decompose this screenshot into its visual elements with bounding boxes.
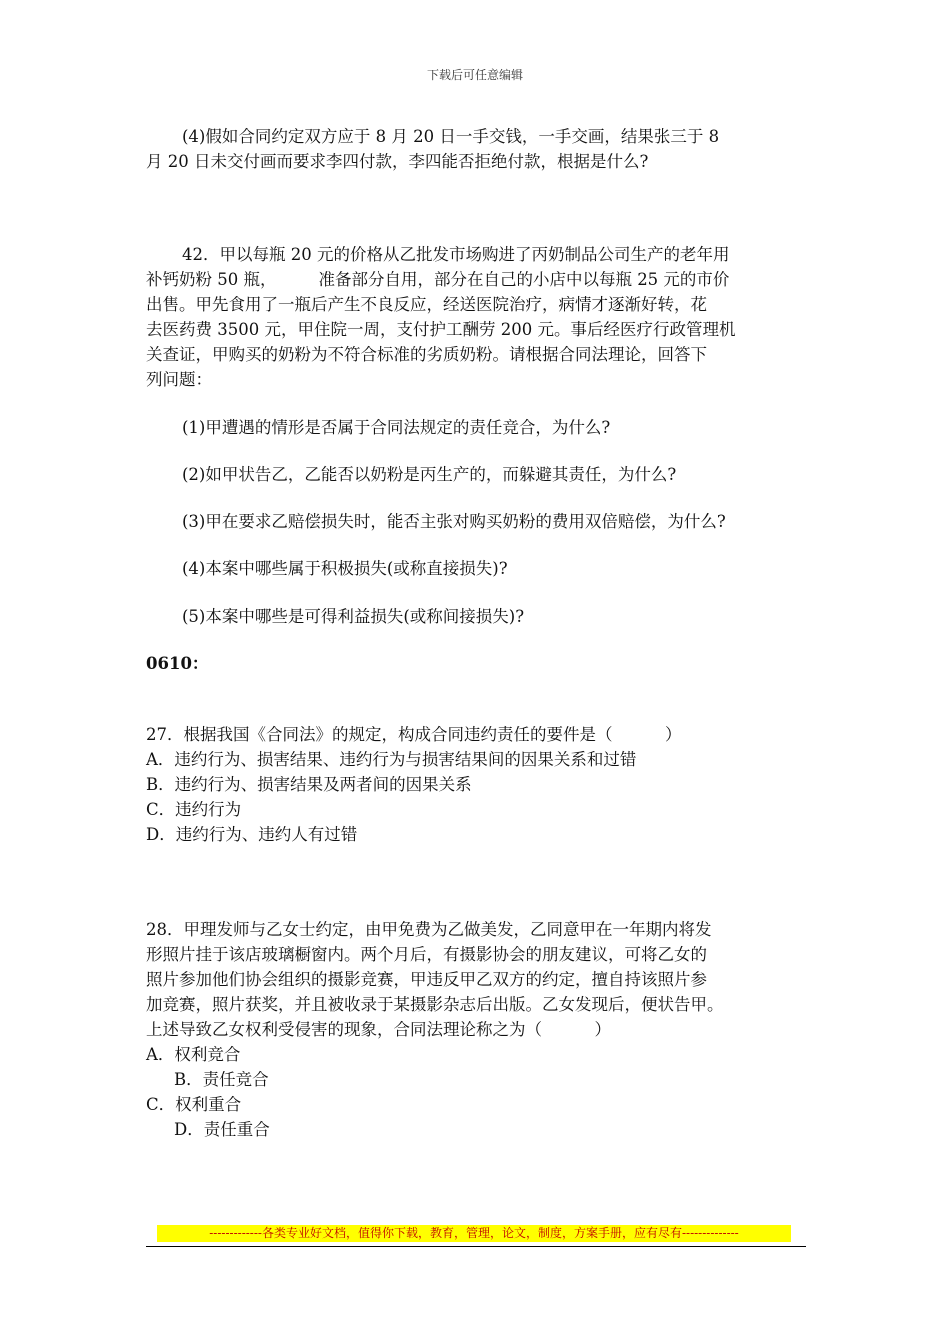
q42-sub-question: (4)本案中哪些属于积极损失(或称直接损失)? bbox=[182, 559, 508, 578]
q41-sub4-line1: (4)假如合同约定双方应于 8 月 20 日一手交钱，一手交画，结果张三于 8 bbox=[182, 127, 720, 146]
q27-option-b: B．违约行为、损害结果及两者间的因果关系 bbox=[146, 775, 472, 794]
q27-option-c: C．违约行为 bbox=[146, 800, 242, 819]
q42-stem-line: 补钙奶粉 50 瓶， 准备部分自用，部分在自己的小店中以每瓶 25 元的市价 bbox=[146, 270, 730, 289]
q42-stem-line: 列问题： bbox=[146, 370, 212, 389]
q28-stem-line: 28．甲理发师与乙女士约定，由甲免费为乙做美发，乙同意甲在一年期内将发 bbox=[146, 920, 712, 939]
q27-stem: 27．根据我国《合同法》的规定，构成合同违约责任的要件是（ ） bbox=[146, 725, 682, 744]
footer-banner: -------------各类专业好文档，值得你下载，教育，管理，论文，制度，方案手册，应有尽有-------------- bbox=[157, 1225, 791, 1242]
q42-sub-question: (5)本案中哪些是可得利益损失(或称间接损失)? bbox=[182, 607, 525, 626]
q42-sub-question: (2)如甲状告乙，乙能否以奶粉是丙生产的，而躲避其责任，为什么? bbox=[182, 465, 677, 484]
footer-divider bbox=[146, 1246, 806, 1247]
q28-option-b: B．责任竞合 bbox=[174, 1070, 269, 1089]
q28-option-c: C．权利重合 bbox=[146, 1095, 242, 1114]
q28-option-d: D．责任重合 bbox=[174, 1120, 270, 1139]
q28-stem-line: 形照片挂于该店玻璃橱窗内。两个月后，有摄影协会的朋友建议，可将乙女的 bbox=[146, 945, 707, 964]
q27-option-a: A．违约行为、损害结果、违约行为与损害结果间的因果关系和过错 bbox=[146, 750, 637, 769]
section-label: 0610： bbox=[146, 654, 209, 673]
q42-stem-line: 42．甲以每瓶 20 元的价格从乙批发市场购进了丙奶制品公司生产的老年用 bbox=[182, 245, 730, 264]
q42-stem-line: 关查证，甲购买的奶粉为不符合标准的劣质奶粉。请根据合同法理论，回答下 bbox=[146, 345, 707, 364]
q27-option-d: D．违约行为、违约人有过错 bbox=[146, 825, 358, 844]
q28-stem-line: 照片参加他们协会组织的摄影竞赛，甲违反甲乙双方的约定，擅自持该照片参 bbox=[146, 970, 707, 989]
q28-stem-line: 加竞赛，照片获奖，并且被收录于某摄影杂志后出版。乙女发现后，便状告甲。 bbox=[146, 995, 724, 1014]
q41-sub4-line2: 月 20 日未交付画而要求李四付款，李四能否拒绝付款，根据是什么? bbox=[146, 152, 649, 171]
q42-stem-line: 去医药费 3500 元，甲住院一周，支付护工酬劳 200 元。事后经医疗行政管理机 bbox=[146, 320, 736, 339]
q28-stem-line: 上述导致乙女权利受侵害的现象，合同法理论称之为（ ） bbox=[146, 1020, 611, 1039]
q42-sub-question: (1)甲遭遇的情形是否属于合同法规定的责任竞合，为什么? bbox=[182, 418, 611, 437]
q42-stem-line: 出售。甲先食用了一瓶后产生不良反应，经送医院治疗，病情才逐渐好转，花 bbox=[146, 295, 707, 314]
q42-sub-question: (3)甲在要求乙赔偿损失时，能否主张对购买奶粉的费用双倍赔偿，为什么? bbox=[182, 512, 726, 531]
page-header: 下载后可任意编辑 bbox=[426, 68, 523, 82]
q28-option-a: A．权利竞合 bbox=[146, 1045, 241, 1064]
